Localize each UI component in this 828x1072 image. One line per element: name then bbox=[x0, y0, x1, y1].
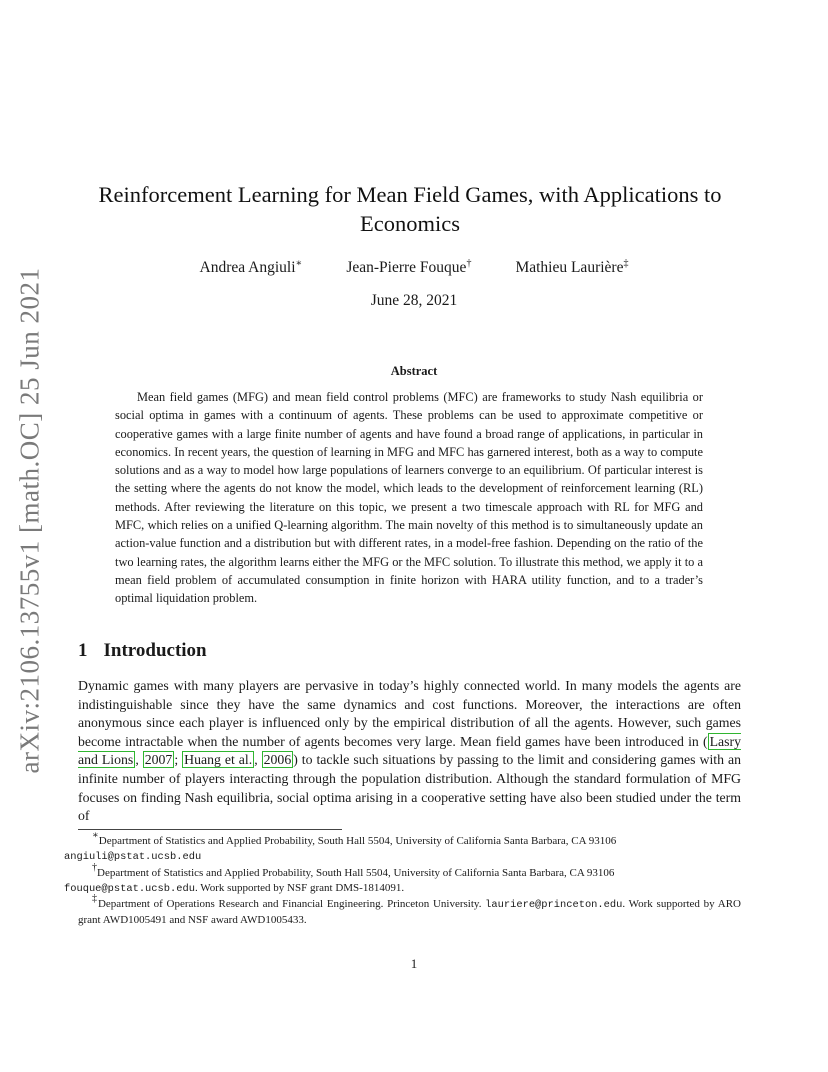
paper-title-line-1: Reinforcement Learning for Mean Field Games, with Applications to bbox=[98, 182, 722, 207]
author-footnote-mark: ∗ bbox=[295, 258, 303, 269]
paper-title-line-2: Economics bbox=[360, 211, 460, 236]
footnote-text: Department of Statistics and Applied Probability, South Hall 5504, University of California Santa Barbara, CA 93106 bbox=[98, 835, 617, 847]
author-name: Andrea Angiuli bbox=[199, 259, 296, 276]
footnotes bbox=[64, 830, 741, 929]
footnote-email: fouque@pstat.ucsb.edu bbox=[64, 882, 195, 895]
citation-link[interactable]: Lasry and Lions bbox=[78, 733, 741, 768]
page-number: 1 bbox=[410, 956, 418, 971]
author-footnote-mark: † bbox=[466, 258, 472, 269]
section-title: Introduction bbox=[103, 640, 207, 661]
section-heading bbox=[78, 640, 207, 662]
arxiv-identifier bbox=[0, 267, 60, 773]
footnote-mark: † bbox=[92, 861, 97, 873]
footnote-extra: . Work supported by NSF grant DMS-1814091. bbox=[194, 881, 405, 894]
footnote-mark: ∗ bbox=[92, 830, 99, 841]
footnote-text: Department of Operations Research and Financial Engineering. Princeton University. bbox=[97, 898, 486, 911]
arxiv-identifier-text: arXiv:2106.13755v1 [math.OC] 25 Jun 2021 bbox=[14, 267, 45, 773]
author-footnote-mark: ‡ bbox=[623, 258, 629, 269]
introduction-paragraph bbox=[78, 677, 741, 826]
footnote-mark: ‡ bbox=[92, 893, 98, 905]
footnote-email: lauriere@princeton.edu bbox=[485, 899, 623, 912]
citation-link[interactable]: 2007 bbox=[144, 752, 173, 768]
intro-text: , bbox=[135, 752, 143, 768]
paper-date: June 28, 2021 bbox=[370, 292, 458, 309]
intro-text: ) to tackle such situations by passing to the limit and considering games with an infinite number of players interacting through the population distribution. Although the standard formulation of MFG focuses on finding Nash equilibria, social optima arising in a cooperative setting have also been studied under the term of bbox=[78, 752, 742, 824]
author bbox=[346, 259, 471, 277]
abstract-heading: Abstract bbox=[390, 364, 438, 378]
author bbox=[515, 259, 628, 277]
footnote-text: Department of Statistics and Applied Probability, South Hall 5504, University of California Santa Barbara, CA 93106 bbox=[97, 866, 615, 879]
citation-link[interactable]: Huang et al. bbox=[184, 752, 253, 768]
section-number: 1 bbox=[78, 640, 88, 661]
author-name: Jean-Pierre Fouque bbox=[346, 259, 467, 276]
footnote-divider bbox=[78, 829, 342, 830]
intro-text: , bbox=[254, 752, 262, 768]
footnote bbox=[78, 893, 741, 929]
author-list bbox=[0, 259, 828, 277]
author bbox=[200, 259, 303, 277]
footnote bbox=[64, 861, 741, 898]
author-name: Mathieu Laurière bbox=[515, 259, 624, 276]
footnote-email: angiuli@pstat.ucsb.edu bbox=[64, 851, 202, 864]
intro-text: ; bbox=[174, 752, 183, 768]
citation-link[interactable]: 2006 bbox=[263, 752, 292, 768]
paper-title bbox=[60, 180, 760, 238]
footnote bbox=[64, 830, 741, 866]
footnote-extra: . Work supported by ARO grant AWD1005491 and NSF award AWD1005433. bbox=[78, 898, 741, 927]
intro-text: Dynamic games with many players are pervasive in today’s highly connected world. In many models the agents are indistinguishable since they have the same dynamics and cost functions. Moreover, the interactions are often anonymous since each player is influenced only by the empirical distribution of all the agents. However, such games become intractable when the number of agents becomes very large. Mean field games have been introduced in ( bbox=[78, 678, 741, 749]
abstract-body: Mean field games (MFG) and mean field control problems (MFC) are frameworks to study Nash equilibria or social optima in games with a continuum of agents. These problems can be used to approximate competitive or cooperative games with a large finite number of agents and have found a broad range of applications, in particular in economics. In recent years, the question of learning in MFG and MFC has garnered interest, both as a way to compute solutions and as a way to model how large populations of learners converge to an equilibrium. Of particular interest is the setting where the agents do not know the model, which leads to the development of reinforcement learning (RL) methods. After reviewing the literature on this topic, we present a two timescale approach with RL for MFG and MFC, which relies on a unified Q-learning algorithm. The main novelty of this method is to simultaneously update an action-value function and a distribution but with different rates, in a model-free fashion. Depending on the ratio of the two learning rates, the algorithm learns either the MFG or the MFC solution. To illustrate this method, we apply it to a mean field problem of accumulated consumption in finite horizon with HARA utility function, and to a trader’s optimal liquidation problem. bbox=[115, 390, 703, 606]
